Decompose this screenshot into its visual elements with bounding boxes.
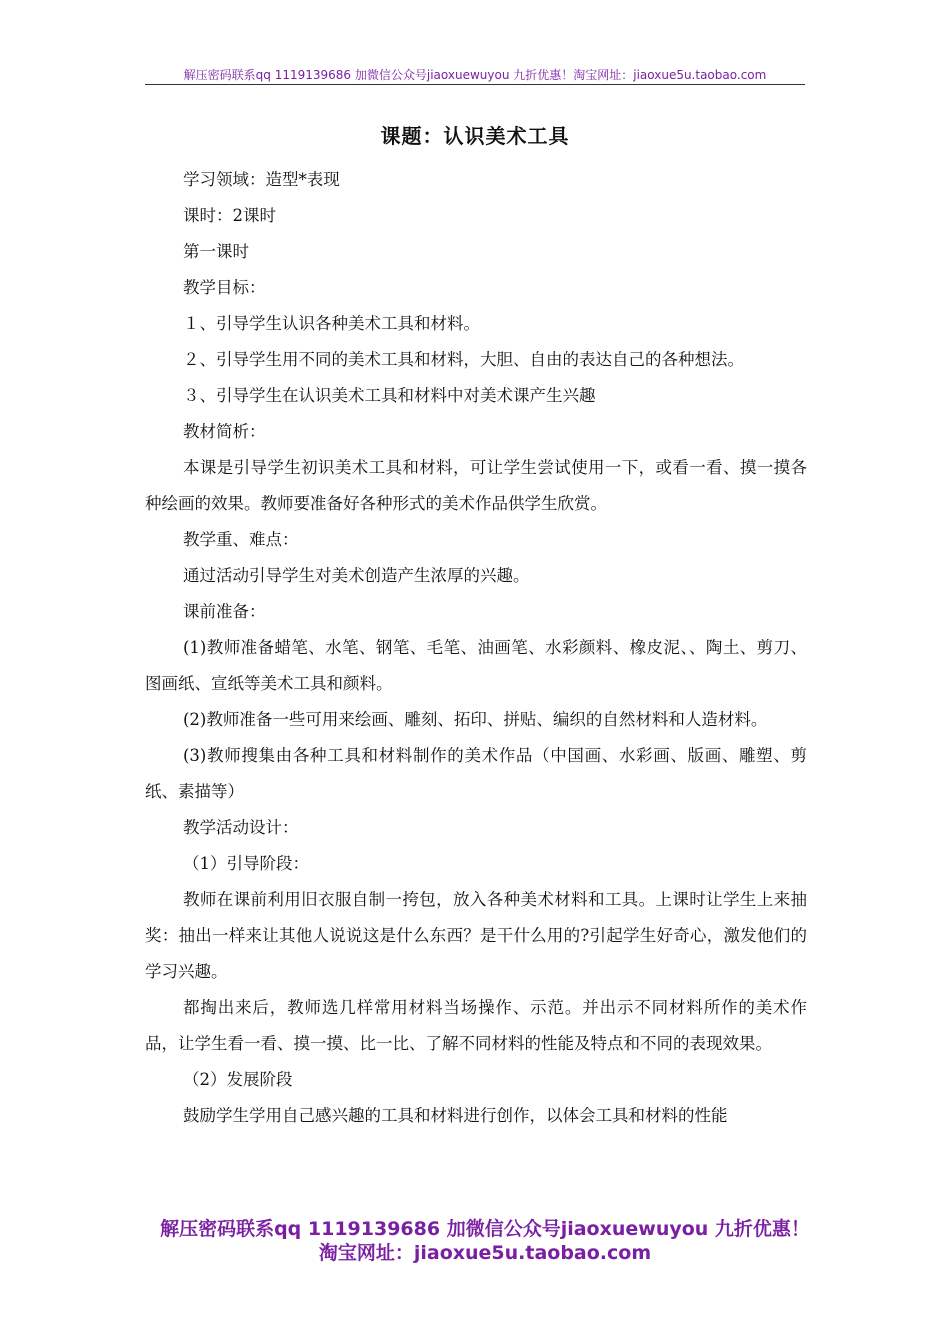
preparation-item-3: (3)教师搜集由各种工具和材料制作的美术作品（中国画、水彩画、版画、雕塑、剪纸、素描等） <box>145 746 807 801</box>
heading-preparation: 课前准备： <box>183 602 266 621</box>
stage-1-paragraph-2: 都掏出来后，教师选几样常用材料当场操作、示范。并出示不同材料所作的美术作品，让学生看一看、摸一摸、比一比、了解不同材料的性能及特点和不同的表现效果。 <box>145 998 807 1053</box>
field-class-hours: 课时：2课时 <box>183 206 276 225</box>
stage-2-heading: （2）发展阶段 <box>183 1070 293 1089</box>
section-first-lesson: 第一课时 <box>183 242 249 261</box>
stage-1-heading: （1）引导阶段： <box>183 854 309 873</box>
heading-activity-design: 教学活动设计： <box>183 818 299 837</box>
heading-material-analysis: 教材简析： <box>183 422 266 441</box>
material-analysis-text: 本课是引导学生初识美术工具和材料，可让学生尝试使用一下，或看一看、摸一摸各种绘画的效果。教师要准备好各种形式的美术作品供学生欣赏。 <box>145 458 807 513</box>
header-divider <box>145 84 805 85</box>
field-learning-area: 学习领域：造型*表现 <box>183 170 340 189</box>
footer-line-1: 解压密码联系qq 1119139686 加微信公众号jiaoxuewuyou 九折优惠！ <box>160 1218 810 1240</box>
footer-line-2: 淘宝网址：jiaoxue5u.taobao.com <box>318 1242 652 1264</box>
stage-2-paragraph-1: 鼓励学生学用自己感兴趣的工具和材料进行创作，以体会工具和材料的性能 <box>183 1106 728 1125</box>
document-body <box>145 162 807 1134</box>
goal-item-1: １、引导学生认识各种美术工具和材料。 <box>183 314 480 333</box>
document-title: 课题：认识美术工具 <box>380 124 570 148</box>
key-points-text: 通过活动引导学生对美术创造产生浓厚的兴趣。 <box>183 566 530 585</box>
heading-key-points: 教学重、难点： <box>183 530 299 549</box>
heading-teaching-goals: 教学目标： <box>183 278 266 297</box>
preparation-item-1: (1)教师准备蜡笔、水笔、钢笔、毛笔、油画笔、水彩颜料、橡皮泥、、陶土、剪刀、图画纸、宣纸等美术工具和颜料。 <box>145 638 807 693</box>
preparation-item-2: (2)教师准备一些可用来绘画、雕刻、拓印、拼贴、编织的自然材料和人造材料。 <box>183 710 768 729</box>
stage-1-paragraph-1: 教师在课前利用旧衣服自制一挎包，放入各种美术材料和工具。上课时让学生上来抽奖：抽出一样来让其他人说说这是什么东西？是干什么用的?引起学生好奇心，激发他们的学习兴趣。 <box>145 890 807 981</box>
goal-item-3: ３、引导学生在认识美术工具和材料中对美术课产生兴趣 <box>183 386 596 405</box>
goal-item-2: ２、引导学生用不同的美术工具和材料，大胆、自由的表达自己的各种想法。 <box>183 350 744 369</box>
page-header: 解压密码联系qq 1119139686 加微信公众号jiaoxuewuyou 九折优惠！淘宝网址：jiaoxue5u.taobao.com <box>183 68 767 82</box>
page-footer <box>100 1217 870 1265</box>
